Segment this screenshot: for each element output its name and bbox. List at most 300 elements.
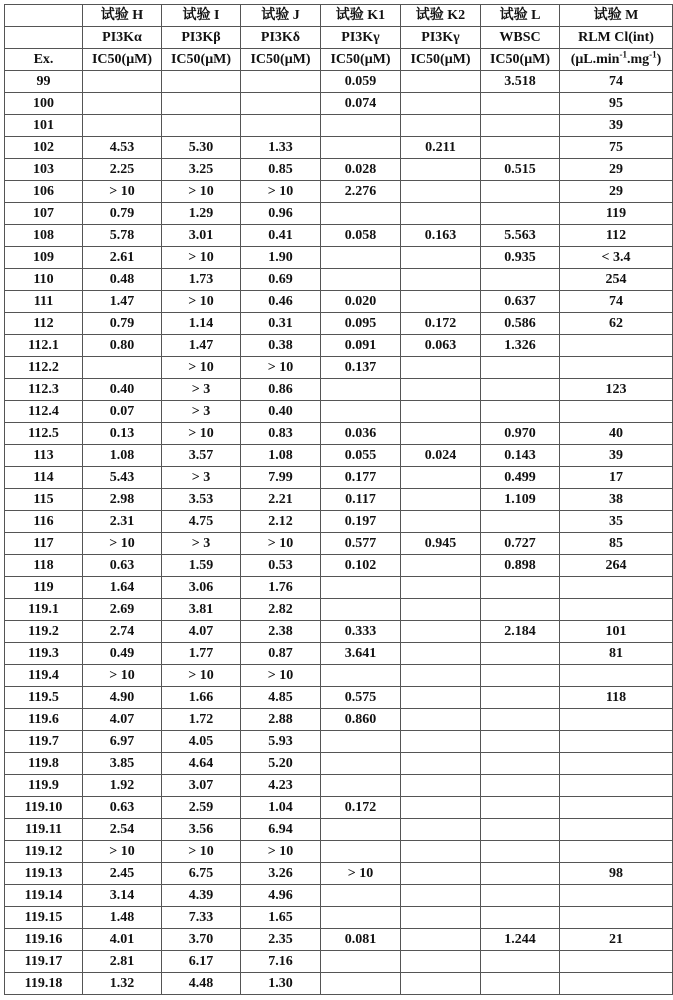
value-cell: 2.35	[241, 929, 321, 951]
value-cell: 4.01	[83, 929, 162, 951]
value-cell	[560, 775, 673, 797]
value-cell: 3.85	[83, 753, 162, 775]
value-cell	[83, 115, 162, 137]
value-cell: 123	[560, 379, 673, 401]
value-cell: < 3.4	[560, 247, 673, 269]
example-cell: 119.17	[5, 951, 83, 973]
value-cell	[162, 115, 241, 137]
value-cell	[401, 797, 481, 819]
value-cell: 2.98	[83, 489, 162, 511]
table-row	[5, 335, 673, 357]
value-cell	[401, 775, 481, 797]
value-cell	[481, 885, 560, 907]
value-cell: 0.172	[401, 313, 481, 335]
value-cell: 4.05	[162, 731, 241, 753]
table-row	[5, 775, 673, 797]
value-cell: 17	[560, 467, 673, 489]
header-cell-rlm-unit	[560, 49, 673, 71]
unit-part: .mg	[627, 52, 649, 67]
value-cell: 1.08	[83, 445, 162, 467]
value-cell	[401, 291, 481, 313]
table-row	[5, 159, 673, 181]
value-cell: 119	[560, 203, 673, 225]
example-cell: 102	[5, 137, 83, 159]
example-cell: 119.12	[5, 841, 83, 863]
value-cell	[401, 577, 481, 599]
value-cell: 6.97	[83, 731, 162, 753]
table-row	[5, 841, 673, 863]
value-cell	[481, 863, 560, 885]
value-cell	[481, 731, 560, 753]
value-cell	[560, 665, 673, 687]
value-cell: 0.095	[321, 313, 401, 335]
value-cell	[560, 577, 673, 599]
table-row	[5, 709, 673, 731]
table-row	[5, 137, 673, 159]
header-cell: IC50(μM)	[401, 49, 481, 71]
example-cell: 119.13	[5, 863, 83, 885]
header-cell: 试验 L	[481, 5, 560, 27]
value-cell: > 10	[83, 841, 162, 863]
example-cell: 119.10	[5, 797, 83, 819]
value-cell	[321, 775, 401, 797]
value-cell: 1.29	[162, 203, 241, 225]
example-cell: 119.7	[5, 731, 83, 753]
value-cell: 0.163	[401, 225, 481, 247]
value-cell	[481, 753, 560, 775]
value-cell	[321, 951, 401, 973]
header-cell: PI3Kδ	[241, 27, 321, 49]
unit-part: -1	[619, 49, 627, 59]
value-cell: 40	[560, 423, 673, 445]
value-cell: 0.055	[321, 445, 401, 467]
value-cell: 0.69	[241, 269, 321, 291]
value-cell: > 10	[162, 247, 241, 269]
value-cell: 1.47	[162, 335, 241, 357]
table-row	[5, 445, 673, 467]
table-row	[5, 533, 673, 555]
value-cell: 2.69	[83, 599, 162, 621]
value-cell: 0.063	[401, 335, 481, 357]
value-cell	[481, 665, 560, 687]
value-cell	[321, 379, 401, 401]
example-cell: 119.11	[5, 819, 83, 841]
header-cell: RLM Cl(int)	[560, 27, 673, 49]
value-cell: 7.16	[241, 951, 321, 973]
example-cell: 118	[5, 555, 83, 577]
value-cell	[241, 71, 321, 93]
value-cell	[401, 885, 481, 907]
example-cell: 111	[5, 291, 83, 313]
value-cell	[481, 269, 560, 291]
example-cell: 119.18	[5, 973, 83, 995]
value-cell	[321, 401, 401, 423]
value-cell	[560, 731, 673, 753]
value-cell: 3.57	[162, 445, 241, 467]
value-cell: 21	[560, 929, 673, 951]
value-cell	[321, 907, 401, 929]
value-cell	[560, 841, 673, 863]
value-cell	[481, 797, 560, 819]
value-cell: 4.39	[162, 885, 241, 907]
value-cell: 4.07	[162, 621, 241, 643]
value-cell: 0.028	[321, 159, 401, 181]
value-cell	[560, 401, 673, 423]
value-cell	[401, 159, 481, 181]
value-cell: 3.06	[162, 577, 241, 599]
header-cell: IC50(μM)	[481, 49, 560, 71]
value-cell: 4.48	[162, 973, 241, 995]
value-cell: 1.326	[481, 335, 560, 357]
example-cell: 115	[5, 489, 83, 511]
value-cell	[481, 181, 560, 203]
table-row	[5, 907, 673, 929]
value-cell: 0.024	[401, 445, 481, 467]
value-cell: 4.53	[83, 137, 162, 159]
value-cell: 0.211	[401, 137, 481, 159]
value-cell: 3.518	[481, 71, 560, 93]
value-cell: > 3	[162, 467, 241, 489]
value-cell	[481, 137, 560, 159]
value-cell	[321, 753, 401, 775]
value-cell	[481, 841, 560, 863]
header-cell: PI3Kβ	[162, 27, 241, 49]
value-cell: 3.70	[162, 929, 241, 951]
value-cell	[241, 115, 321, 137]
table-row	[5, 599, 673, 621]
example-cell: 119.6	[5, 709, 83, 731]
value-cell: 2.61	[83, 247, 162, 269]
value-cell: 2.74	[83, 621, 162, 643]
table-row	[5, 797, 673, 819]
value-cell: 0.081	[321, 929, 401, 951]
value-cell	[162, 71, 241, 93]
value-cell: 98	[560, 863, 673, 885]
header-cell: 试验 H	[83, 5, 162, 27]
header-cell: 试验 I	[162, 5, 241, 27]
value-cell: 101	[560, 621, 673, 643]
value-cell: 4.85	[241, 687, 321, 709]
example-cell: 119.4	[5, 665, 83, 687]
value-cell: > 3	[162, 401, 241, 423]
value-cell: 29	[560, 181, 673, 203]
value-cell: 95	[560, 93, 673, 115]
value-cell	[401, 665, 481, 687]
value-cell: 0.333	[321, 621, 401, 643]
value-cell: 5.563	[481, 225, 560, 247]
value-cell: > 10	[83, 181, 162, 203]
header-cell: PI3Kγ	[401, 27, 481, 49]
example-cell: 101	[5, 115, 83, 137]
value-cell: 0.727	[481, 533, 560, 555]
value-cell: 2.12	[241, 511, 321, 533]
table-row	[5, 93, 673, 115]
unit-part: )	[657, 52, 662, 67]
table-row	[5, 819, 673, 841]
value-cell: 0.637	[481, 291, 560, 313]
table-row	[5, 71, 673, 93]
value-cell: 0.143	[481, 445, 560, 467]
value-cell	[560, 885, 673, 907]
value-cell	[401, 907, 481, 929]
value-cell	[401, 203, 481, 225]
example-cell: 112.3	[5, 379, 83, 401]
value-cell	[401, 709, 481, 731]
unit-part: -1	[649, 49, 657, 59]
example-cell: 112.2	[5, 357, 83, 379]
value-cell: 0.83	[241, 423, 321, 445]
value-cell: 4.07	[83, 709, 162, 731]
value-cell: 1.65	[241, 907, 321, 929]
header-cell: WBSC	[481, 27, 560, 49]
value-cell	[481, 511, 560, 533]
value-cell: > 3	[162, 533, 241, 555]
value-cell	[401, 423, 481, 445]
value-cell: 0.058	[321, 225, 401, 247]
value-cell: > 10	[321, 863, 401, 885]
value-cell: 0.49	[83, 643, 162, 665]
value-cell	[401, 929, 481, 951]
value-cell: 0.137	[321, 357, 401, 379]
value-cell: 1.92	[83, 775, 162, 797]
example-cell: 112.1	[5, 335, 83, 357]
example-cell: 108	[5, 225, 83, 247]
header-cell: IC50(μM)	[162, 49, 241, 71]
value-cell	[560, 973, 673, 995]
value-cell: 7.33	[162, 907, 241, 929]
value-cell: 1.66	[162, 687, 241, 709]
value-cell: 1.48	[83, 907, 162, 929]
value-cell: > 10	[162, 181, 241, 203]
value-cell: 0.96	[241, 203, 321, 225]
value-cell: 0.41	[241, 225, 321, 247]
table-row	[5, 291, 673, 313]
table-row	[5, 225, 673, 247]
value-cell: 1.08	[241, 445, 321, 467]
header-cell: PI3Kγ	[321, 27, 401, 49]
value-cell: > 10	[162, 423, 241, 445]
value-cell: 0.87	[241, 643, 321, 665]
value-cell: 0.40	[83, 379, 162, 401]
value-cell: 0.38	[241, 335, 321, 357]
value-cell: 2.82	[241, 599, 321, 621]
unit-part: (μL.min	[571, 52, 620, 67]
example-cell: 114	[5, 467, 83, 489]
value-cell	[321, 885, 401, 907]
example-cell: 119.1	[5, 599, 83, 621]
value-cell: 3.14	[83, 885, 162, 907]
value-cell	[560, 357, 673, 379]
example-cell: 117	[5, 533, 83, 555]
value-cell	[481, 819, 560, 841]
value-cell: 264	[560, 555, 673, 577]
value-cell	[321, 819, 401, 841]
value-cell	[401, 555, 481, 577]
value-cell: 0.575	[321, 687, 401, 709]
value-cell: 0.177	[321, 467, 401, 489]
value-cell: 1.76	[241, 577, 321, 599]
value-cell: > 10	[162, 357, 241, 379]
value-cell: 7.99	[241, 467, 321, 489]
table-row	[5, 555, 673, 577]
example-cell: 116	[5, 511, 83, 533]
value-cell: 2.31	[83, 511, 162, 533]
example-cell: 112	[5, 313, 83, 335]
value-cell: 3.641	[321, 643, 401, 665]
value-cell: 2.54	[83, 819, 162, 841]
value-cell	[481, 599, 560, 621]
value-cell: 35	[560, 511, 673, 533]
value-cell: 6.94	[241, 819, 321, 841]
value-cell: 75	[560, 137, 673, 159]
table-row	[5, 401, 673, 423]
example-cell: 103	[5, 159, 83, 181]
value-cell: 74	[560, 291, 673, 313]
value-cell	[481, 93, 560, 115]
table-row	[5, 379, 673, 401]
value-cell	[321, 665, 401, 687]
value-cell	[401, 401, 481, 423]
example-cell: 109	[5, 247, 83, 269]
value-cell: 1.59	[162, 555, 241, 577]
header-cell	[5, 5, 83, 27]
value-cell	[83, 357, 162, 379]
value-cell: 1.90	[241, 247, 321, 269]
value-cell	[560, 753, 673, 775]
example-cell: 119	[5, 577, 83, 599]
value-cell	[401, 181, 481, 203]
value-cell: 0.074	[321, 93, 401, 115]
value-cell: 1.04	[241, 797, 321, 819]
header-cell: 试验 J	[241, 5, 321, 27]
value-cell: > 10	[162, 665, 241, 687]
example-cell: 112.5	[5, 423, 83, 445]
header-cell: IC50(μM)	[83, 49, 162, 71]
value-cell: > 10	[241, 665, 321, 687]
example-cell: 106	[5, 181, 83, 203]
value-cell: 3.81	[162, 599, 241, 621]
table-row	[5, 951, 673, 973]
value-cell	[401, 621, 481, 643]
example-cell: 99	[5, 71, 83, 93]
value-cell: 0.102	[321, 555, 401, 577]
example-cell: 119.15	[5, 907, 83, 929]
value-cell: 3.25	[162, 159, 241, 181]
value-cell	[321, 973, 401, 995]
example-cell: 100	[5, 93, 83, 115]
value-cell	[241, 93, 321, 115]
value-cell: 254	[560, 269, 673, 291]
value-cell: 1.64	[83, 577, 162, 599]
value-cell: 1.47	[83, 291, 162, 313]
value-cell	[401, 357, 481, 379]
header-row-assay	[5, 5, 673, 27]
value-cell: 0.86	[241, 379, 321, 401]
value-cell	[481, 907, 560, 929]
value-cell: 0.07	[83, 401, 162, 423]
example-cell: 119.8	[5, 753, 83, 775]
value-cell: 112	[560, 225, 673, 247]
value-cell: 4.75	[162, 511, 241, 533]
example-cell: 112.4	[5, 401, 83, 423]
value-cell	[481, 401, 560, 423]
header-cell: 试验 K1	[321, 5, 401, 27]
header-cell: IC50(μM)	[241, 49, 321, 71]
value-cell	[481, 643, 560, 665]
table-row	[5, 181, 673, 203]
value-cell: 0.586	[481, 313, 560, 335]
table-row	[5, 863, 673, 885]
value-cell: 1.32	[83, 973, 162, 995]
value-cell	[321, 203, 401, 225]
value-cell	[560, 335, 673, 357]
header-row-target	[5, 27, 673, 49]
value-cell: 1.109	[481, 489, 560, 511]
value-cell: 0.40	[241, 401, 321, 423]
value-cell: 0.970	[481, 423, 560, 445]
value-cell	[560, 709, 673, 731]
value-cell: 0.020	[321, 291, 401, 313]
header-cell: 试验 K2	[401, 5, 481, 27]
value-cell: 3.26	[241, 863, 321, 885]
value-cell: 62	[560, 313, 673, 335]
table-row	[5, 269, 673, 291]
header-cell	[5, 27, 83, 49]
example-cell: 119.5	[5, 687, 83, 709]
value-cell: 0.197	[321, 511, 401, 533]
value-cell: 4.23	[241, 775, 321, 797]
value-cell: 85	[560, 533, 673, 555]
value-cell	[401, 247, 481, 269]
table-row	[5, 643, 673, 665]
value-cell	[401, 93, 481, 115]
value-cell	[560, 951, 673, 973]
value-cell	[401, 731, 481, 753]
value-cell	[321, 137, 401, 159]
table-row	[5, 929, 673, 951]
value-cell: 0.036	[321, 423, 401, 445]
value-cell	[481, 775, 560, 797]
table-row	[5, 423, 673, 445]
value-cell: 1.33	[241, 137, 321, 159]
value-cell	[481, 973, 560, 995]
value-cell	[481, 951, 560, 973]
value-cell: 6.17	[162, 951, 241, 973]
value-cell: 1.30	[241, 973, 321, 995]
assay-results-table	[4, 4, 673, 995]
value-cell: 0.80	[83, 335, 162, 357]
value-cell	[401, 951, 481, 973]
value-cell	[481, 577, 560, 599]
value-cell: 0.059	[321, 71, 401, 93]
value-cell	[401, 71, 481, 93]
value-cell	[401, 687, 481, 709]
value-cell: 0.577	[321, 533, 401, 555]
value-cell: 2.59	[162, 797, 241, 819]
value-cell: 0.13	[83, 423, 162, 445]
value-cell: 0.172	[321, 797, 401, 819]
value-cell: 0.091	[321, 335, 401, 357]
value-cell	[401, 863, 481, 885]
value-cell	[560, 599, 673, 621]
value-cell	[481, 687, 560, 709]
value-cell: > 10	[162, 841, 241, 863]
value-cell: 2.276	[321, 181, 401, 203]
value-cell: 1.244	[481, 929, 560, 951]
value-cell	[321, 577, 401, 599]
table-row	[5, 203, 673, 225]
value-cell: 39	[560, 115, 673, 137]
